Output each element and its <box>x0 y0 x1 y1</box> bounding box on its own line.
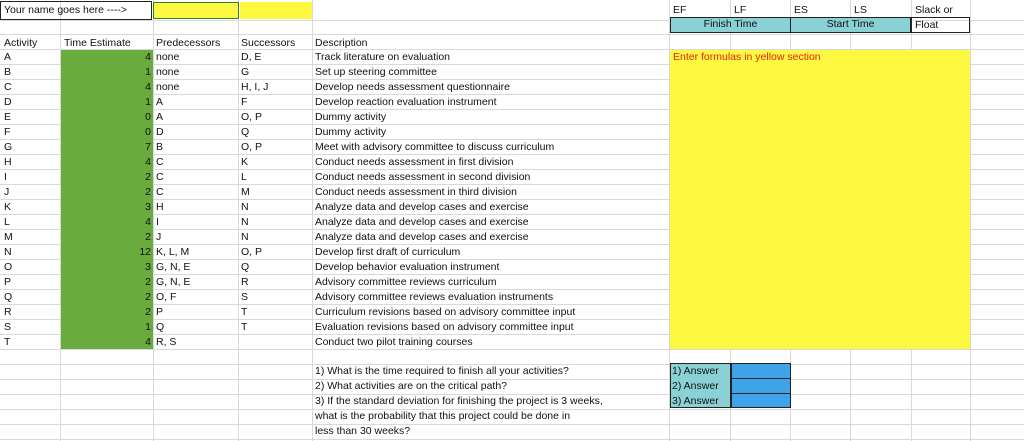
question-1: 1) What is the time required to finish all your activities? <box>315 365 569 377</box>
time-estimate-cell: 12 <box>139 246 151 258</box>
question-3: 3) If the standard deviation for finishing the project is 3 weeks, <box>315 395 603 407</box>
time-estimate-cell: 1 <box>145 96 151 108</box>
successors-cell: N <box>241 231 249 243</box>
time-estimate-cell: 2 <box>145 186 151 198</box>
predecessors-cell: I <box>156 216 159 228</box>
col-activity: Activity <box>4 37 38 49</box>
activity-cell: P <box>4 276 12 288</box>
predecessors-cell: C <box>156 171 164 183</box>
activity-cell: R <box>4 306 12 318</box>
answer-3-label: 3) Answer <box>672 395 719 407</box>
description-cell: Dummy activity <box>315 126 387 138</box>
successors-cell: T <box>241 321 248 333</box>
predecessors-cell: C <box>156 156 164 168</box>
predecessors-cell: none <box>156 66 180 78</box>
time-estimate-cell: 1 <box>145 66 151 78</box>
predecessors-cell: O, F <box>156 291 177 303</box>
description-cell: Advisory committee reviews evaluation instruments <box>315 291 554 303</box>
instruction-text: Enter formulas in yellow section <box>673 51 821 63</box>
predecessors-cell: P <box>156 306 164 318</box>
finish-time-label: Finish Time <box>703 18 758 30</box>
predecessors-cell: R, S <box>156 336 177 348</box>
successors-cell: O, P <box>241 111 263 123</box>
es-label: ES <box>794 4 809 16</box>
predecessors-cell: K, L, M <box>156 246 190 258</box>
activity-cell: S <box>4 321 12 333</box>
predecessors-cell: G, N, E <box>156 276 191 288</box>
time-estimate-cell: 2 <box>145 231 151 243</box>
name-input-1[interactable] <box>153 2 239 19</box>
successors-cell: O, P <box>241 246 263 258</box>
time-estimate-cell: 2 <box>145 171 151 183</box>
question-3-end: less than 30 weeks? <box>315 425 411 437</box>
description-cell: Analyze data and develop cases and exercise <box>315 201 529 213</box>
activity-cell: A <box>4 51 12 63</box>
predecessors-cell: none <box>156 81 180 93</box>
description-cell: Track literature on evaluation <box>315 51 451 63</box>
successors-cell: N <box>241 216 249 228</box>
start-time-label: Start Time <box>826 18 875 30</box>
time-estimate-cell: 0 <box>145 126 151 138</box>
ls-label: LS <box>854 4 867 16</box>
answer-3-field[interactable] <box>731 393 791 408</box>
description-cell: Conduct two pilot training courses <box>315 336 473 348</box>
col-description: Description <box>315 37 368 49</box>
description-cell: Advisory committee reviews curriculum <box>315 276 497 288</box>
description-cell: Conduct needs assessment in third division <box>315 186 517 198</box>
ef-label: EF <box>673 4 687 16</box>
successors-cell: O, P <box>241 141 263 153</box>
description-cell: Dummy activity <box>315 111 387 123</box>
answer-1-field[interactable] <box>731 363 791 379</box>
predecessors-cell: A <box>156 111 164 123</box>
predecessors-cell: A <box>156 96 164 108</box>
activity-cell: B <box>4 66 12 78</box>
activity-cell: F <box>4 126 11 138</box>
description-cell: Meet with advisory committee to discuss curriculum <box>315 141 555 153</box>
time-estimate-cell: 7 <box>145 141 151 153</box>
successors-cell: N <box>241 201 249 213</box>
predecessors-cell: C <box>156 186 164 198</box>
predecessors-cell: B <box>156 141 164 153</box>
slack-label: Slack or <box>915 4 953 16</box>
successors-cell: R <box>241 276 249 288</box>
time-estimate-cell: 3 <box>145 261 151 273</box>
description-cell: Develop first draft of curriculum <box>315 246 461 258</box>
answer-2-field[interactable] <box>731 378 791 394</box>
predecessors-cell: H <box>156 201 164 213</box>
col-successors: Successors <box>241 37 296 49</box>
description-cell: Develop needs assessment questionnaire <box>315 81 510 93</box>
activity-cell: I <box>4 171 7 183</box>
activity-cell: O <box>4 261 13 273</box>
answer-2-label: 2) Answer <box>672 380 719 392</box>
activity-cell: J <box>4 186 10 198</box>
activity-cell: T <box>4 336 11 348</box>
time-estimate-cell: 2 <box>145 291 151 303</box>
time-estimate-cell: 3 <box>145 201 151 213</box>
activity-cell: G <box>4 141 13 153</box>
predecessors-cell: none <box>156 51 180 63</box>
time-estimate-cell: 0 <box>145 111 151 123</box>
name-input-2[interactable] <box>240 2 312 19</box>
activity-cell: H <box>4 156 12 168</box>
description-cell: Set up steering committee <box>315 66 437 78</box>
successors-cell: F <box>241 96 248 108</box>
activity-cell: M <box>4 231 13 243</box>
predecessors-cell: Q <box>156 321 165 333</box>
time-estimate-cell: 2 <box>145 306 151 318</box>
time-estimate-cell: 4 <box>145 51 151 63</box>
lf-label: LF <box>734 4 747 16</box>
activity-cell: E <box>4 111 12 123</box>
description-cell: Develop behavior evaluation instrument <box>315 261 500 273</box>
time-estimate-cell: 4 <box>145 156 151 168</box>
time-estimate-cell: 4 <box>145 81 151 93</box>
question-2: 2) What activities are on the critical path? <box>315 380 508 392</box>
successors-cell: L <box>241 171 247 183</box>
description-cell: Conduct needs assessment in first division <box>315 156 514 168</box>
predecessors-cell: D <box>156 126 164 138</box>
activity-cell: L <box>4 216 10 228</box>
predecessors-cell: G, N, E <box>156 261 191 273</box>
activity-cell: C <box>4 81 12 93</box>
activity-cell: K <box>4 201 12 213</box>
activity-cell: D <box>4 96 12 108</box>
successors-cell: G <box>241 66 250 78</box>
time-estimate-cell: 4 <box>145 216 151 228</box>
successors-cell: D, E <box>241 51 262 63</box>
description-cell: Conduct needs assessment in second division <box>315 171 531 183</box>
predecessors-cell: J <box>156 231 162 243</box>
activity-cell: Q <box>4 291 13 303</box>
successors-cell: Q <box>241 261 250 273</box>
activity-cell: N <box>4 246 12 258</box>
description-cell: Analyze data and develop cases and exercise <box>315 216 529 228</box>
answer-1-label: 1) Answer <box>672 365 719 377</box>
successors-cell: T <box>241 306 248 318</box>
description-cell: Develop reaction evaluation instrument <box>315 96 497 108</box>
name-label: Your name goes here ----> <box>4 4 128 16</box>
description-cell: Analyze data and develop cases and exercise <box>315 231 529 243</box>
time-estimate-cell: 2 <box>145 276 151 288</box>
question-3-cont: what is the probability that this project could be done in <box>315 410 571 422</box>
time-estimate-cell: 1 <box>145 321 151 333</box>
successors-cell: K <box>241 156 249 168</box>
float-label: Float <box>915 19 939 31</box>
time-estimate-cell: 4 <box>145 336 151 348</box>
successors-cell: H, I, J <box>241 81 269 93</box>
description-cell: Evaluation revisions based on advisory committee input <box>315 321 574 333</box>
successors-cell: Q <box>241 126 250 138</box>
successors-cell: S <box>241 291 249 303</box>
successors-cell: M <box>241 186 250 198</box>
col-time-estimate: Time Estimate <box>64 37 131 49</box>
description-cell: Curriculum revisions based on advisory committee input <box>315 306 576 318</box>
formula-area[interactable] <box>670 50 970 349</box>
col-predecessors: Predecessors <box>156 37 221 49</box>
